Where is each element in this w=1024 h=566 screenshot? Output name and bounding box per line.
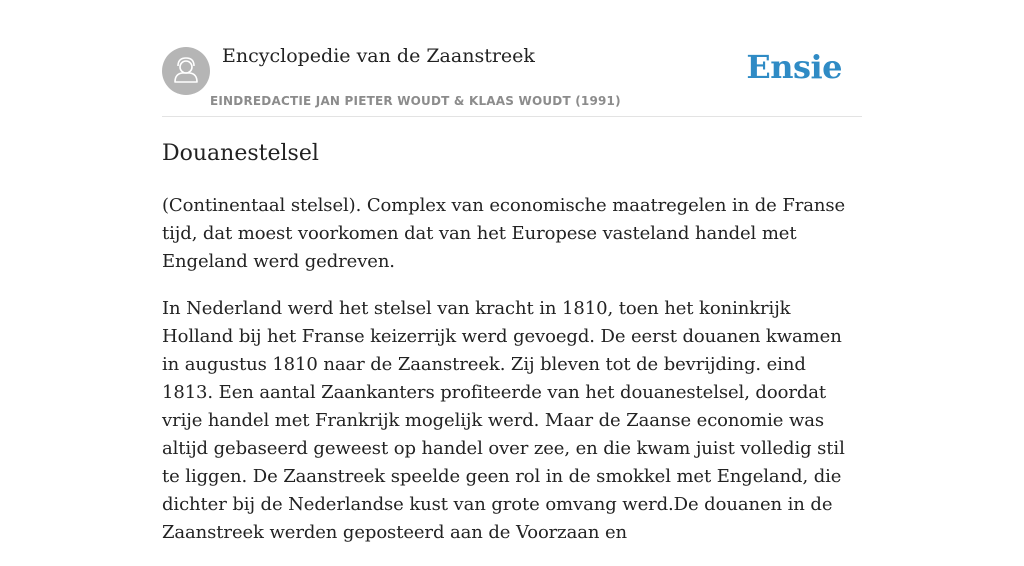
source-editors: EINDREDACTIE JAN PIETER WOUDT & KLAAS WOUDT (1991): [210, 94, 621, 108]
user-icon: [162, 47, 210, 95]
article-container: [162, 0, 862, 543]
avatar[interactable]: [162, 47, 210, 95]
ensie-logo[interactable]: Ensie: [746, 48, 842, 86]
page-title: Douanestelsel: [162, 141, 319, 166]
source-header: [162, 0, 862, 117]
article-paragraph: (Continentaal stelsel). Complex van economische maatregelen in de Franse tijd, dat moest voorkomen dat van het Europese vasteland handel met Engeland werd gedreven.: [162, 195, 846, 272]
article-paragraph: In Nederland werd het stelsel van kracht in 1810, toen het koninkrijk Holland bij het Franse keizerrijk werd gevoegd. De eerst douanen kwamen in augustus 1810 naar de Zaanstreek. Zij bleven tot de bevrijding. eind 1813. Een aantal Zaankanters profiteerde van het douanestelsel, doordat vrije handel met Frankrijk mogelijk werd. Maar de Zaanse economie was altijd gebaseerd geweest op handel over zee, en die kwam juist volledig stil te liggen. De Zaanstreek speelde geen rol in de smokkel met Engeland, die dichter bij de Nederlandse kust van grote omvang werd.De douanen in de Zaanstreek werden geposteerd aan de Voorzaan en: [162, 298, 845, 543]
article-body: [162, 192, 862, 566]
source-title[interactable]: Encyclopedie van de Zaanstreek: [222, 45, 535, 67]
